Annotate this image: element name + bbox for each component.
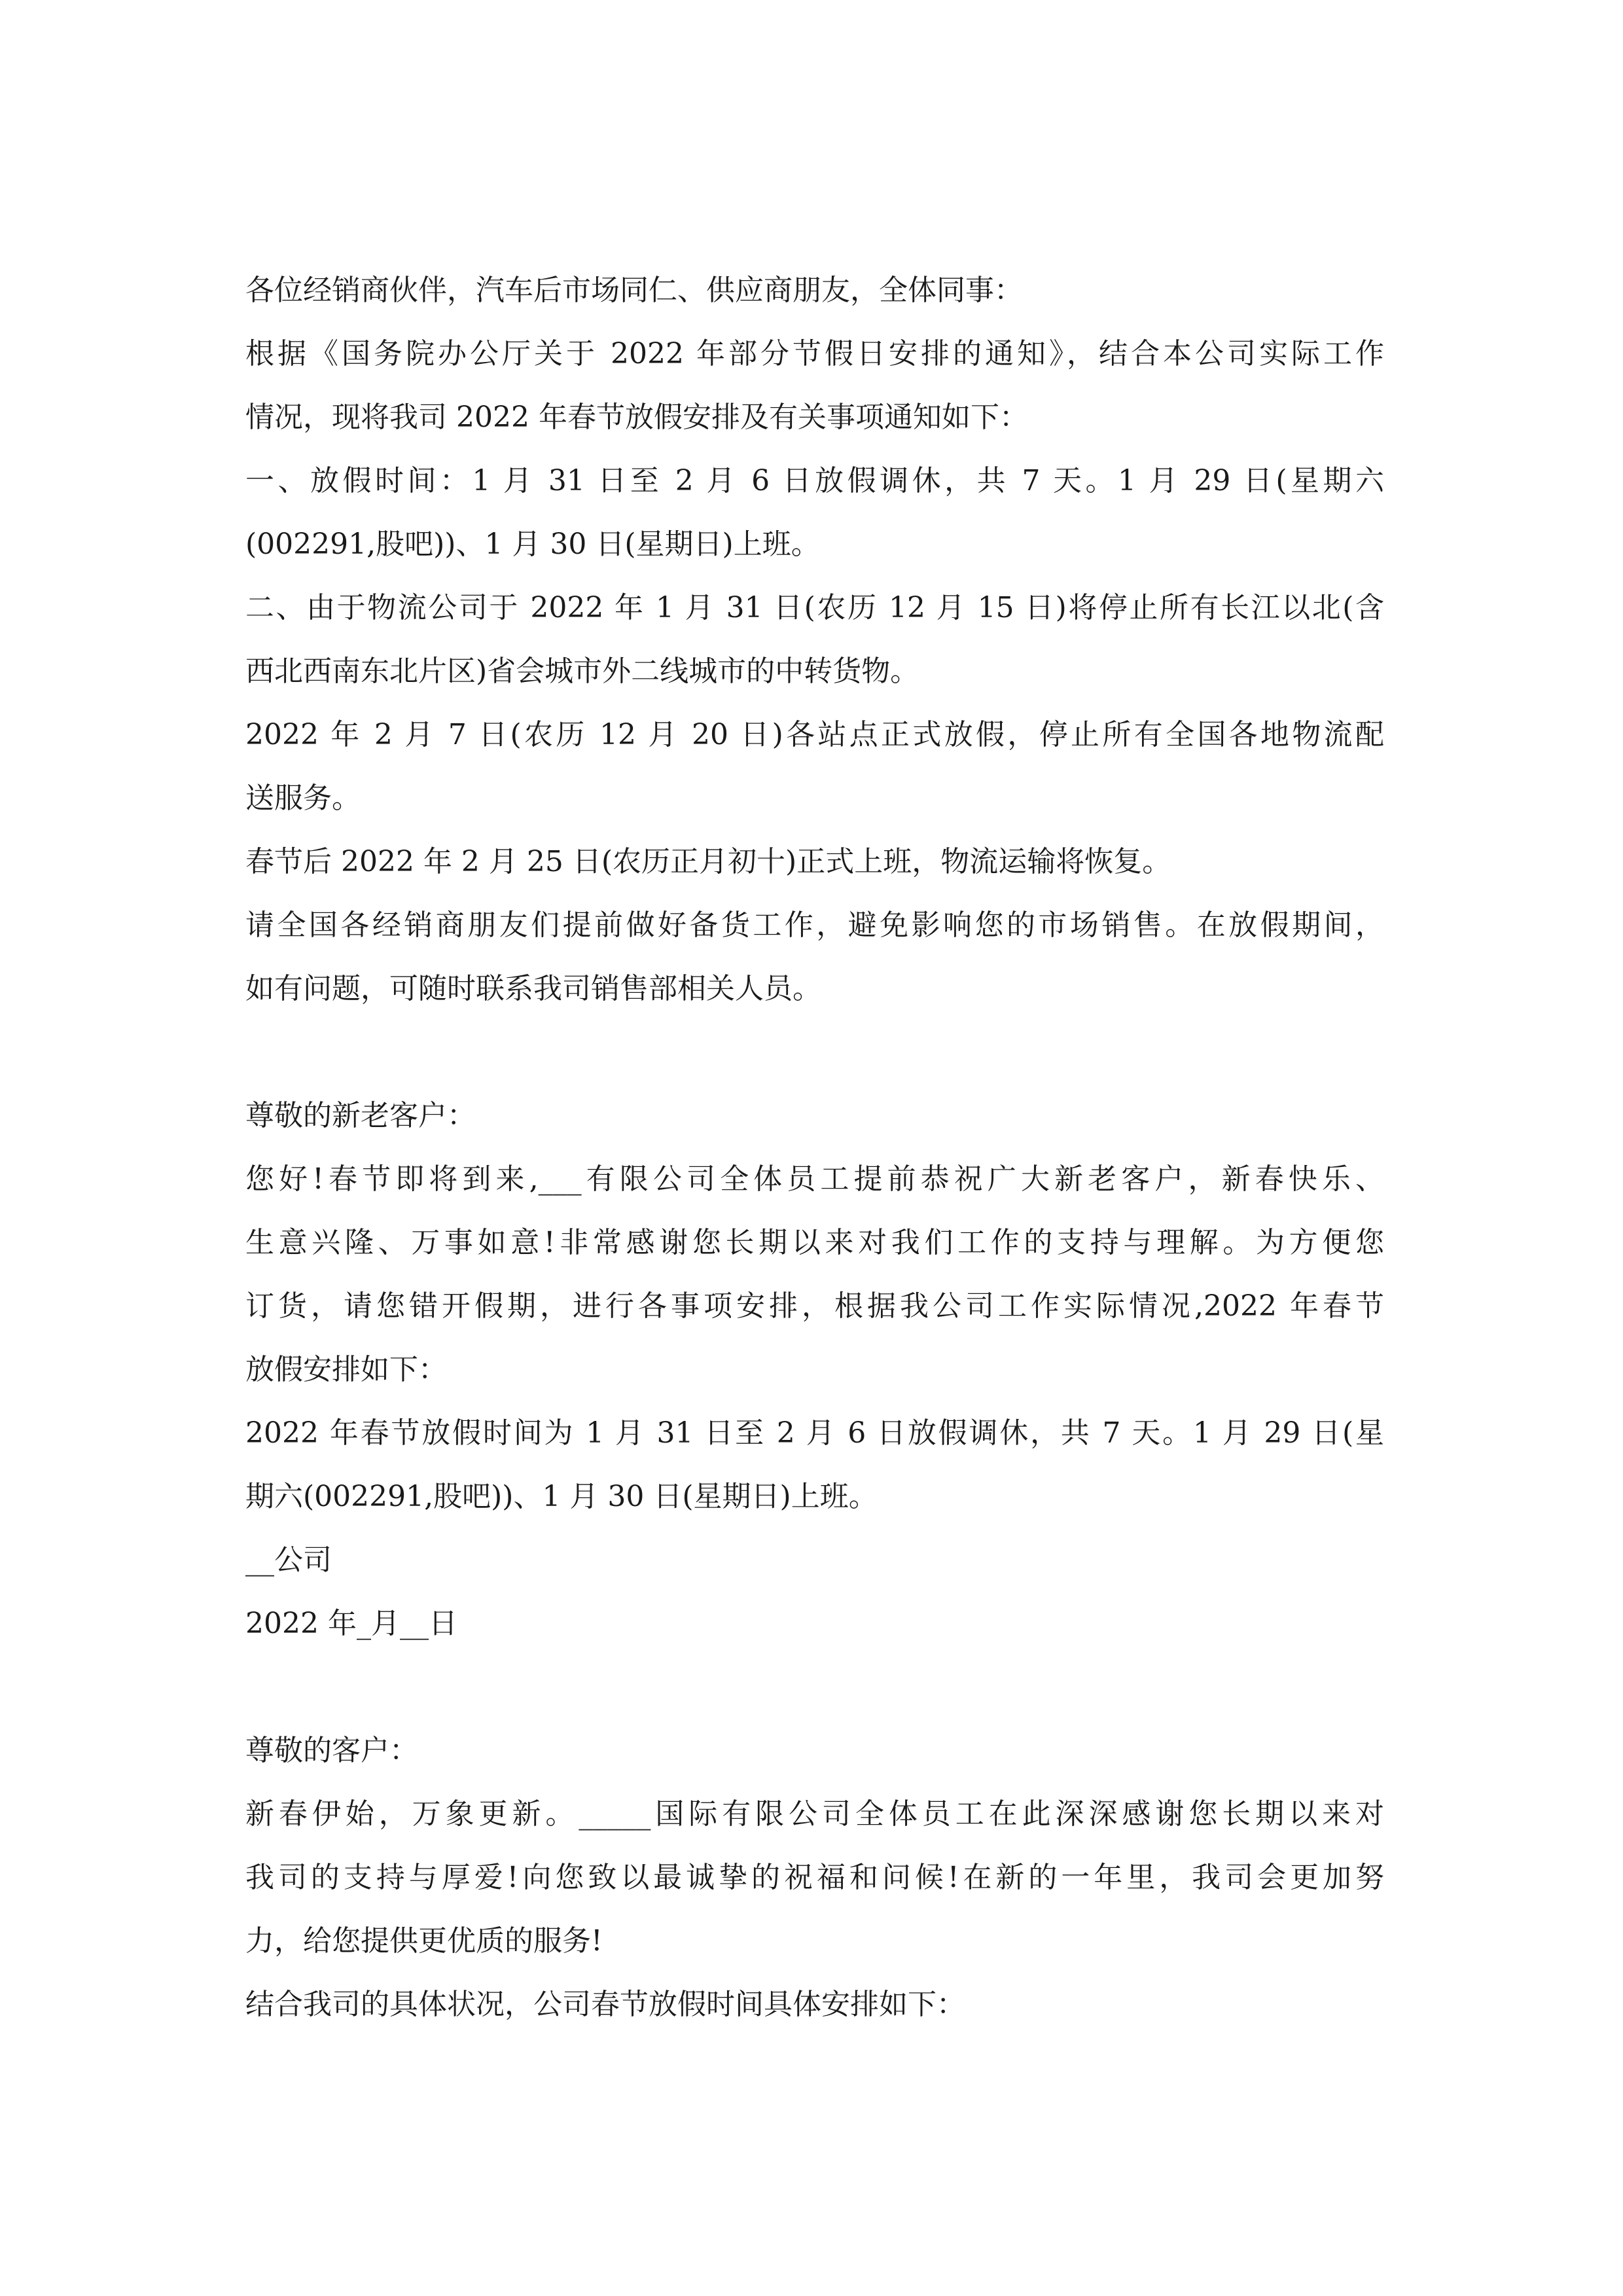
- section-spacer: [245, 1655, 1384, 1719]
- section2-para2-line: 期六(002291,股吧))、1 月 30 日(星期日)上班。: [245, 1480, 878, 1513]
- section1-intro-line: 根据《国务院办公厅关于 2022 年部分节假日安排的通知》，结合本公司实际工作: [245, 337, 1384, 370]
- section2-para1-line: 生意兴隆、万事如意!非常感谢您长期以来对我们工作的支持与理解。为方便您: [245, 1226, 1384, 1259]
- section1-intro-line: 情况，现将我司 2022 年春节放假安排及有关事项通知如下：: [245, 401, 1028, 434]
- section1-greeting: 各位经销商伙伴，汽车后市场同仁、供应商朋友，全体同事：: [245, 274, 1023, 307]
- section1-item1-line: 一、放假时间：1 月 31 日至 2 月 6 日放假调休，共 7 天。1 月 29 日(星期六: [245, 464, 1384, 497]
- section2-date: 2022 年_月__日: [245, 1607, 457, 1640]
- section3-para1-line: 新春伊始，万象更新。_____国际有限公司全体员工在此深深感谢您长期以来对: [245, 1797, 1384, 1831]
- section3-para1-line: 我司的支持与厚爱!向您致以最诚挚的祝福和问候!在新的一年里，我司会更加努: [245, 1861, 1384, 1894]
- section2-greeting: 尊敬的新老客户：: [245, 1099, 476, 1132]
- section1-item5-line: 如有问题，可随时联系我司销售部相关人员。: [245, 972, 821, 1005]
- section2-company: __公司: [245, 1543, 332, 1577]
- section1-item2-line: 西北西南东北片区)省会城市外二线城市的中转货物。: [245, 655, 919, 688]
- section1-item3-line: 送服务。: [245, 781, 361, 815]
- section2-para2-line: 2022 年春节放假时间为 1 月 31 日至 2 月 6 日放假调休，共 7 天。1 月 29 日(星: [245, 1416, 1384, 1450]
- section3-para1-line: 力，给您提供更优质的服务!: [245, 1924, 603, 1958]
- document-body: [245, 259, 1384, 2036]
- section1-item1-line: (002291,股吧))、1 月 30 日(星期日)上班。: [245, 528, 820, 561]
- section2-para1-line: 您好!春节即将到来,___有限公司全体员工提前恭祝广大新老客户，新春快乐、: [245, 1162, 1384, 1196]
- section2-para1-line: 放假安排如下：: [245, 1353, 447, 1386]
- section-spacer: [245, 1020, 1384, 1084]
- section1-item2-line: 二、由于物流公司于 2022 年 1 月 31 日(农历 12 月 15 日)将停止所有长江以北(含: [245, 591, 1384, 624]
- section1-item4-line: 春节后 2022 年 2 月 25 日(农历正月初十)正式上班，物流运输将恢复。: [245, 845, 1171, 878]
- section1-item5-line: 请全国各经销商朋友们提前做好备货工作，避免影响您的市场销售。在放假期间，: [245, 908, 1384, 942]
- section2-para1-line: 订货，请您错开假期，进行各事项安排，根据我公司工作实际情况,2022 年春节: [245, 1289, 1384, 1323]
- section3-greeting: 尊敬的客户：: [245, 1734, 418, 1767]
- section1-item3-line: 2022 年 2 月 7 日(农历 12 月 20 日)各站点正式放假，停止所有全国各地物流配: [245, 718, 1384, 751]
- section3-para2: 结合我司的具体状况，公司春节放假时间具体安排如下：: [245, 1988, 965, 2021]
